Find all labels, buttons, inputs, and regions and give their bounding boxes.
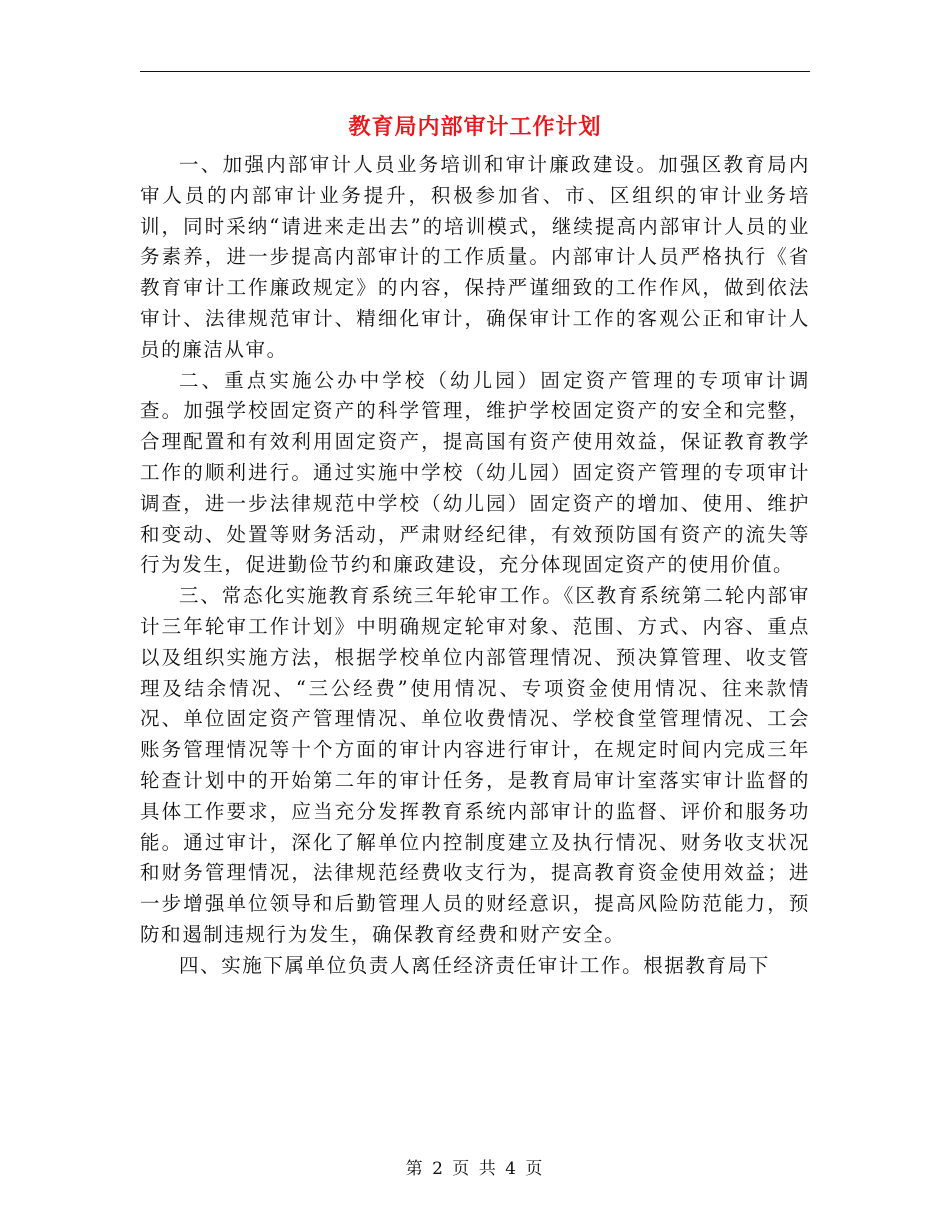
paragraph-3: 三、常态化实施教育系统三年轮审工作。《区教育系统第二轮内部审计三年轮审工作计划》中明确规定轮审对象、范围、方式、内容、重点以及组织实施方法，根据学校单位内部管理情况、预决算管理、收支管理及结余情况、“三公经费”使用情况、专项资金使用情况、往来款情况、单位固定资产管理情况、单位收费情况、学校食堂管理情况、工会账务管理情况等十个方面的审计内容进行审计，在规定时间内完成三年轮查计划中的开始第二年的审计任务，是教育局审计室落实审计监督的具体工作要求，应当充分发挥教育系统内部审计的监督、评价和服务功能。通过审计，深化了解单位内控制度建立及执行情况、财务收支状况和财务管理情况，法律规范经费收支行为，提高教育资金使用效益；进一步增强单位领导和后勤管理人员的财经意识，提高风险防范能力，预防和遏制违规行为发生，确保教育经费和财产安全。 (140, 584, 810, 946)
paragraph-4: 四、实施下属单位负责人离任经济责任审计工作。根据教育局下 (179, 953, 770, 977)
page-footer: 第 2 页 共 4 页 (405, 1159, 545, 1179)
paragraph-1: 一、加强内部审计人员业务培训和审计廉政建设。加强区教育局内审人员的内部审计业务提升，积极参加省、市、区组织的审计业务培训，同时采纳“请进来走出去”的培训模式，继续提高内部审计人员的业务素养，进一步提高内部审计的工作质量。内部审计人员严格执行《省教育审计工作廉政规定》的内容，保持严谨细致的工作作风，做到依法审计、法律规范审计、精细化审计，确保审计工作的客观公正和审计人员的廉洁从审。 (140, 153, 810, 361)
document-title: 教育局内部审计工作计划 (348, 115, 602, 140)
header-rule (140, 71, 810, 72)
paragraph-2: 二、重点实施公办中学校（幼儿园）固定资产管理的专项审计调查。加强学校固定资产的科学管理，维护学校固定资产的安全和完整，合理配置和有效利用固定资产，提高国有资产使用效益，保证教育教学工作的顺利进行。通过实施中学校（幼儿园）固定资产管理的专项审计调查，进一步法律规范中学校（幼儿园）固定资产的增加、使用、维护和变动、处置等财务活动，严肃财经纪律，有效预防国有资产的流失等行为发生，促进勤俭节约和廉政建设，充分体现固定资产的使用价值。 (140, 368, 810, 577)
document-body (140, 150, 810, 982)
